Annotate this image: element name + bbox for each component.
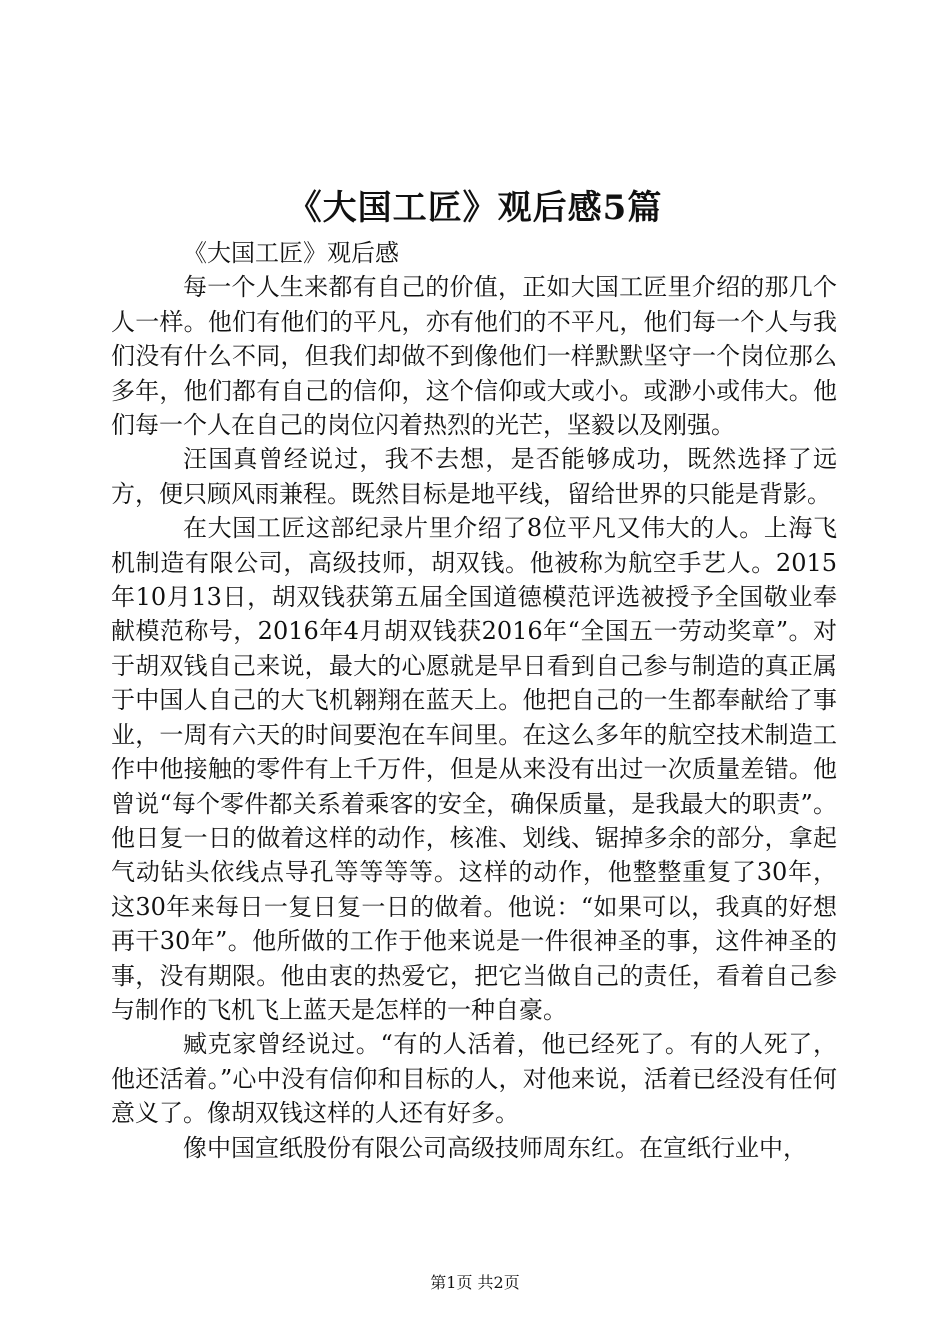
paragraph-3: 在大国工匠这部纪录片里介绍了8位平凡又伟大的人。上海飞机制造有限公司，高级技师，胡双钱。他被称为航空手艺人。2015年10月13日，胡双钱获第五届全国道德模范评选被授予全国敬业奉献模范称号，2016年4月胡双钱获2016年“全国五一劳动奖章”。对于胡双钱自己来说，最大的心愿就是早日看到自己参与制造的真正属于中国人自己的大飞机翱翔在蓝天上。他把自己的一生都奉献给了事业，一周有六天的时间要泡在车间里。在这么多年的航空技术制造工作中他接触的零件有上千万件，但是从来没有出过一次质量差错。他曾说“每个零件都关系着乘客的安全，确保质量，是我最大的职责”。他日复一日的做着这样的动作，核准、划线、锯掉多余的部分，拿起气动钻头依线点导孔等等等等。这样的动作，他整整重复了30年，这30年来每日一复日复一日的做着。他说：“如果可以，我真的好想再干30年”。他所做的工作于他来说是一件很神圣的事，这件神圣的事，没有期限。他由衷的热爱它，把它当做自己的责任，看着自己参与制作的飞机飞上蓝天是怎样的一种自豪。 [111, 514, 837, 1024]
paragraph-4: 臧克家曾经说过。“有的人活着，他已经死了。有的人死了，他还活着。”心中没有信仰和目标的人，对他来说，活着已经没有任何意义了。像胡双钱这样的人还有好多。 [111, 1030, 837, 1128]
paragraph-2: 汪国真曾经说过，我不去想，是否能够成功，既然选择了远方，便只顾风雨兼程。既然目标是地平线，留给世界的只能是背影。 [111, 445, 837, 508]
paragraph-1: 每一个人生来都有自己的价值，正如大国工匠里介绍的那几个人一样。他们有他们的平凡，亦有他们的不平凡，他们每一个人与我们没有什么不同，但我们却做不到像他们一样默默坚守一个岗位那么多年，他们都有自己的信仰，这个信仰或大或小。或渺小或伟大。他们每一个人在自己的岗位闪着热烈的光芒，坚毅以及刚强。 [111, 273, 837, 440]
document-title: 《大国工匠》观后感5篇 [287, 188, 663, 228]
document-body [111, 236, 837, 1165]
paragraph-subtitle: 《大国工匠》观后感 [183, 239, 399, 267]
paragraph-5: 像中国宣纸股份有限公司高级技师周东红。在宣纸行业中， [183, 1133, 807, 1162]
page-footer: 第1页 共2页 [430, 1273, 520, 1292]
